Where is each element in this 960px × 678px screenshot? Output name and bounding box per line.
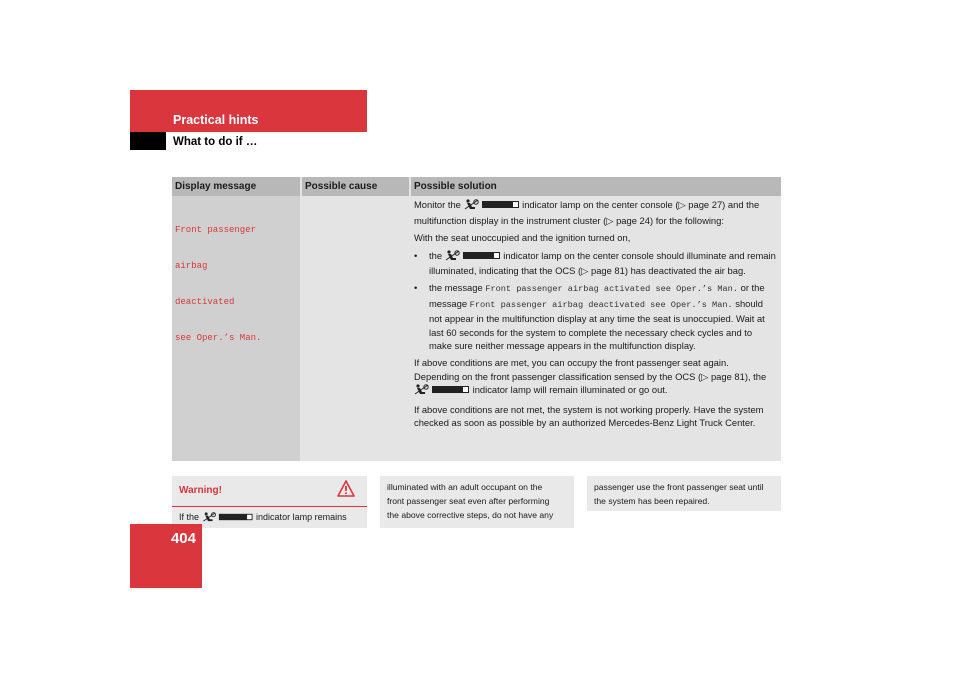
list-item [414, 249, 776, 278]
text-line: illuminated with an adult occupant on the [387, 482, 543, 492]
possible-solution-cell [411, 196, 781, 461]
text-line: passenger use the front passenger seat until [594, 482, 764, 492]
message-line: deactivated [175, 297, 235, 307]
solution-paragraph [414, 356, 776, 399]
table-header-cell [302, 177, 409, 196]
text-line: front passenger seat even after performing [387, 496, 550, 506]
text: If above conditions are met, you can occupy the front passenger seat again. Depending on the front passenger classification sensed by the OCS (▷ page 81), the [414, 356, 767, 382]
warning-continuation-box [380, 476, 574, 528]
message-line: see Oper.’s Man. [175, 333, 262, 343]
passenger-airbag-off-icon [464, 199, 520, 214]
display-message-inline: Front passenger airbag activated see Oper.’s Man. [485, 283, 738, 294]
warning-box [172, 476, 367, 528]
text: the message [429, 281, 483, 293]
text: should not appear in the multifunction display at any time the seat is unoccupied. Wait at last 60 seconds for the system to complete the necessary check cycles and to make sure neither message appears in the multifunction display. [429, 297, 765, 352]
passenger-airbag-off-icon [445, 250, 501, 265]
text: Monitor the [414, 199, 461, 210]
section-subtitle: What to do if … [173, 136, 258, 148]
display-message-text [175, 200, 261, 368]
continuation-text [594, 480, 764, 508]
passenger-airbag-off-icon [414, 384, 470, 399]
header-marker [130, 132, 166, 150]
continuation-text [387, 480, 553, 522]
solution-paragraph: If above conditions are not met, the system is not working properly. Have the system checked as soon as possible by an authorized Mercedes-Benz Light Truck Center. [414, 403, 764, 429]
text: the [429, 249, 443, 261]
text: indicator lamp on the center console should illuminate and remain illuminated, indicating that the OCS (▷ page 81) has deactivated the air bag. [429, 249, 776, 277]
text: indicator lamp will remain illuminated or go out. [472, 384, 668, 396]
warning-body [179, 512, 347, 524]
warning-header [172, 476, 367, 507]
header-display-message: Display message [175, 181, 257, 192]
bullet: • [414, 281, 418, 293]
section-title: Practical hints [173, 113, 259, 127]
message-line: airbag [175, 261, 208, 271]
warning-title: Warning! [179, 485, 222, 496]
header-possible-cause: Possible cause [305, 181, 378, 192]
message-line: Front passenger [175, 225, 257, 235]
warning-triangle-icon [337, 480, 355, 502]
text-line: the above corrective steps, do not have any [387, 510, 554, 520]
display-message-cell [172, 196, 300, 461]
text: indicator lamp remains [256, 512, 347, 522]
text-line: the system has been repaired. [594, 496, 710, 506]
text: or the message [429, 281, 765, 309]
solution-paragraph [414, 198, 776, 227]
bullet: • [414, 249, 418, 261]
header-possible-solution: Possible solution [414, 181, 497, 192]
solution-text [414, 198, 776, 434]
possible-cause-cell [302, 196, 409, 461]
table-header-cell [411, 177, 781, 196]
text: If the [179, 512, 200, 522]
display-message-inline: Front passenger airbag deactivated see Oper.’s Man. [469, 299, 733, 310]
text: indicator lamp on the center console (▷ page 27) and the multifunction display in the instrument cluster (▷ page 24) for the following: [414, 199, 760, 226]
troubleshooting-table [172, 177, 781, 461]
solution-paragraph: With the seat unoccupied and the ignition turned on, [414, 232, 631, 244]
page-number: 404 [170, 530, 196, 547]
list-item [414, 281, 776, 353]
warning-continuation-box [587, 476, 781, 511]
table-header-cell [172, 177, 300, 196]
passenger-airbag-off-icon [202, 512, 254, 524]
